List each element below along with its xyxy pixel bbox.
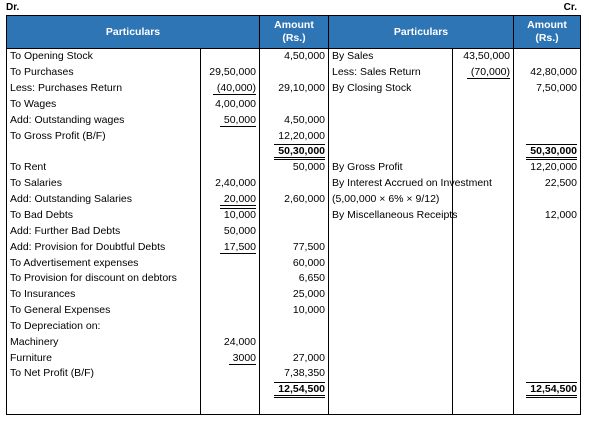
credit-particular xyxy=(329,271,453,287)
debit-particular: Less: Purchases Return xyxy=(7,81,201,97)
debit-particular: To Advertisement expenses xyxy=(7,255,201,271)
ledger-row xyxy=(7,97,581,113)
debit-particular: Add: Outstanding wages xyxy=(7,112,201,128)
debit-amount xyxy=(260,65,329,81)
debit-sub-amount-value: 50,000 xyxy=(220,114,256,127)
ledger-rows xyxy=(7,49,581,415)
debit-sub-amount-value: 20,000 xyxy=(220,193,256,206)
debit-particular: To Salaries xyxy=(7,176,201,192)
debit-particular: Add: Further Bad Debts xyxy=(7,223,201,239)
debit-particular xyxy=(7,144,201,160)
credit-particular xyxy=(329,398,453,414)
debit-particular: To General Expenses xyxy=(7,303,201,319)
ledger-row xyxy=(7,112,581,128)
debit-amount-header xyxy=(260,16,329,49)
credit-particular: Less: Sales Return xyxy=(329,65,453,81)
credit-sub-amount xyxy=(453,223,514,239)
credit-particular: By Closing Stock xyxy=(329,81,453,97)
debit-particular: To Rent xyxy=(7,160,201,176)
credit-sub-amount xyxy=(453,128,514,144)
debit-sub-amount xyxy=(201,192,260,208)
debit-amount xyxy=(260,208,329,224)
credit-sub-amount xyxy=(453,382,514,398)
credit-amount xyxy=(514,97,581,113)
credit-amount-header xyxy=(514,16,581,49)
debit-amount xyxy=(260,319,329,335)
debit-sub-amount xyxy=(201,303,260,319)
credit-sub-amount xyxy=(453,192,514,208)
ledger-total-row xyxy=(7,144,581,160)
ledger-total-row xyxy=(7,382,581,398)
credit-sub-amount xyxy=(453,81,514,97)
credit-particular xyxy=(329,144,453,160)
ledger-row xyxy=(7,208,581,224)
credit-particular: By Miscellaneous Receipts xyxy=(329,208,453,224)
ledger-row xyxy=(7,334,581,350)
credit-sub-amount xyxy=(453,350,514,366)
debit-particular: To Opening Stock xyxy=(7,49,201,65)
credit-amount xyxy=(514,192,581,208)
debit-amount xyxy=(260,97,329,113)
credit-particular: By Gross Profit xyxy=(329,160,453,176)
credit-sub-amount xyxy=(453,97,514,113)
credit-sub-amount xyxy=(453,208,514,224)
ledger-row xyxy=(7,160,581,176)
debit-sub-amount xyxy=(201,319,260,335)
debit-sub-amount xyxy=(201,255,260,271)
debit-sub-amount: 29,50,000 xyxy=(201,65,260,81)
debit-sub-amount xyxy=(201,81,260,97)
debit-particular: To Wages xyxy=(7,97,201,113)
debit-sub-amount xyxy=(201,398,260,414)
ledger-row xyxy=(7,176,581,192)
ledger-row xyxy=(7,223,581,239)
credit-sub-amount xyxy=(453,65,514,81)
ledger-row xyxy=(7,128,581,144)
credit-amount xyxy=(514,366,581,382)
debit-particular: To Depreciation on: xyxy=(7,319,201,335)
credit-amount: 7,50,000 xyxy=(514,81,581,97)
credit-sub-amount: 43,50,000 xyxy=(453,49,514,65)
credit-sub-amount xyxy=(453,366,514,382)
credit-sub-amount xyxy=(453,287,514,303)
debit-amount: 10,000 xyxy=(260,303,329,319)
credit-amount xyxy=(514,287,581,303)
debit-sub-amount-value: 17,500 xyxy=(220,241,256,254)
credit-sub-amount-value: (70,000) xyxy=(467,66,510,79)
table-header-row xyxy=(7,16,581,49)
debit-particular: Add: Provision for Doubtful Debts xyxy=(7,239,201,255)
debit-total xyxy=(260,144,329,160)
credit-amount xyxy=(514,128,581,144)
credit-amount: 12,000 xyxy=(514,208,581,224)
ledger-row xyxy=(7,239,581,255)
credit-sub-amount xyxy=(453,112,514,128)
debit-side-label: Dr. xyxy=(6,2,20,13)
credit-amount: 22,500 xyxy=(514,176,581,192)
debit-sub-amount xyxy=(201,112,260,128)
credit-particular xyxy=(329,97,453,113)
credit-particular xyxy=(329,303,453,319)
debit-sub-amount xyxy=(201,208,260,224)
credit-amount xyxy=(514,49,581,65)
credit-amount xyxy=(514,255,581,271)
debit-amount: 7,38,350 xyxy=(260,366,329,382)
debit-particular: To Insurances xyxy=(7,287,201,303)
debit-particular: To Net Profit (B/F) xyxy=(7,366,201,382)
credit-amount xyxy=(514,112,581,128)
credit-sub-amount xyxy=(453,319,514,335)
debit-amount: 25,000 xyxy=(260,287,329,303)
debit-amount: 4,50,000 xyxy=(260,112,329,128)
credit-particular xyxy=(329,382,453,398)
debit-particular xyxy=(7,382,201,398)
credit-particular xyxy=(329,319,453,335)
debit-amount: 50,000 xyxy=(260,160,329,176)
debit-amount: 27,000 xyxy=(260,350,329,366)
credit-sub-amount xyxy=(453,239,514,255)
debit-sub-amount xyxy=(201,382,260,398)
credit-sub-amount xyxy=(453,160,514,176)
debit-particular: To Gross Profit (B/F) xyxy=(7,128,201,144)
credit-particular xyxy=(329,350,453,366)
credit-amount xyxy=(514,319,581,335)
amount-header-line1: Amount xyxy=(274,19,314,31)
credit-particular: By Interest Accrued on Investment xyxy=(329,176,453,192)
debit-sub-amount: 50,000 xyxy=(201,223,260,239)
debit-amount xyxy=(260,223,329,239)
credit-particular: By Sales xyxy=(329,49,453,65)
credit-particulars-header: Particulars xyxy=(329,16,514,49)
amount-header-line2: (Rs.) xyxy=(282,32,306,44)
credit-amount xyxy=(514,271,581,287)
debit-sub-amount: 24,000 xyxy=(201,334,260,350)
debit-sub-amount xyxy=(201,271,260,287)
ledger-row xyxy=(7,65,581,81)
credit-amount xyxy=(514,223,581,239)
debit-particular: Add: Outstanding Salaries xyxy=(7,192,201,208)
credit-particular xyxy=(329,334,453,350)
credit-amount: 42,80,000 xyxy=(514,65,581,81)
debit-sub-amount xyxy=(201,366,260,382)
credit-sub-amount xyxy=(453,398,514,414)
credit-total-value: 12,54,500 xyxy=(526,382,577,398)
debit-amount xyxy=(260,334,329,350)
credit-sub-amount xyxy=(453,144,514,160)
ledger-row xyxy=(7,398,581,414)
debit-sub-amount xyxy=(201,144,260,160)
credit-amount: 12,20,000 xyxy=(514,160,581,176)
ledger-row xyxy=(7,287,581,303)
debit-sub-amount xyxy=(201,128,260,144)
debit-sub-amount-value: 10,000 xyxy=(220,208,256,221)
ledger-row xyxy=(7,271,581,287)
debit-total-value: 50,30,000 xyxy=(274,144,325,160)
debit-total xyxy=(260,382,329,398)
credit-particular: (5,00,000 × 6% × 9/12) xyxy=(329,192,453,208)
debit-particular: Machinery xyxy=(7,334,201,350)
debit-amount: 4,50,000 xyxy=(260,49,329,65)
debit-particular: To Purchases xyxy=(7,65,201,81)
debit-particular xyxy=(7,398,201,414)
debit-particular: To Provision for discount on debtors xyxy=(7,271,201,287)
debit-amount xyxy=(260,398,329,414)
ledger-row xyxy=(7,303,581,319)
debit-total-value: 12,54,500 xyxy=(274,382,325,398)
debit-amount: 12,20,000 xyxy=(260,128,329,144)
credit-amount xyxy=(514,398,581,414)
debit-sub-amount xyxy=(201,239,260,255)
ledger-row xyxy=(7,366,581,382)
credit-amount xyxy=(514,239,581,255)
credit-sub-amount xyxy=(453,271,514,287)
ledger-row xyxy=(7,81,581,97)
debit-sub-amount xyxy=(201,287,260,303)
debit-sub-amount xyxy=(201,350,260,366)
ledger-row xyxy=(7,350,581,366)
credit-particular xyxy=(329,366,453,382)
debit-amount: 60,000 xyxy=(260,255,329,271)
debit-particular: To Bad Debts xyxy=(7,208,201,224)
debit-amount: 29,10,000 xyxy=(260,81,329,97)
profit-and-loss-account-table xyxy=(6,15,581,415)
debit-amount: 77,500 xyxy=(260,239,329,255)
debit-sub-amount: 4,00,000 xyxy=(201,97,260,113)
ledger-row xyxy=(7,49,581,65)
credit-particular xyxy=(329,255,453,271)
credit-amount xyxy=(514,350,581,366)
credit-particular xyxy=(329,128,453,144)
credit-amount xyxy=(514,334,581,350)
credit-particular xyxy=(329,223,453,239)
credit-amount xyxy=(514,303,581,319)
credit-particular xyxy=(329,112,453,128)
credit-total xyxy=(514,144,581,160)
credit-particular xyxy=(329,239,453,255)
credit-total-value: 50,30,000 xyxy=(526,144,577,160)
debit-sub-amount xyxy=(201,160,260,176)
amount-header-line1: Amount xyxy=(527,19,567,31)
debit-amount: 6,650 xyxy=(260,271,329,287)
debit-sub-amount: 2,40,000 xyxy=(201,176,260,192)
credit-sub-amount xyxy=(453,255,514,271)
ledger-row xyxy=(7,192,581,208)
ledger-row xyxy=(7,255,581,271)
debit-particulars-header: Particulars xyxy=(7,16,260,49)
debit-sub-amount-value: (40,000) xyxy=(213,82,256,95)
debit-amount xyxy=(260,176,329,192)
credit-particular xyxy=(329,287,453,303)
debit-sub-amount-value: 3000 xyxy=(229,352,256,365)
debit-amount: 2,60,000 xyxy=(260,192,329,208)
credit-sub-amount xyxy=(453,303,514,319)
debit-sub-amount xyxy=(201,49,260,65)
credit-side-label: Cr. xyxy=(563,2,577,13)
amount-header-line2: (Rs.) xyxy=(535,32,559,44)
credit-sub-amount xyxy=(453,334,514,350)
ledger-row xyxy=(7,319,581,335)
credit-total xyxy=(514,382,581,398)
debit-particular: Furniture xyxy=(7,350,201,366)
